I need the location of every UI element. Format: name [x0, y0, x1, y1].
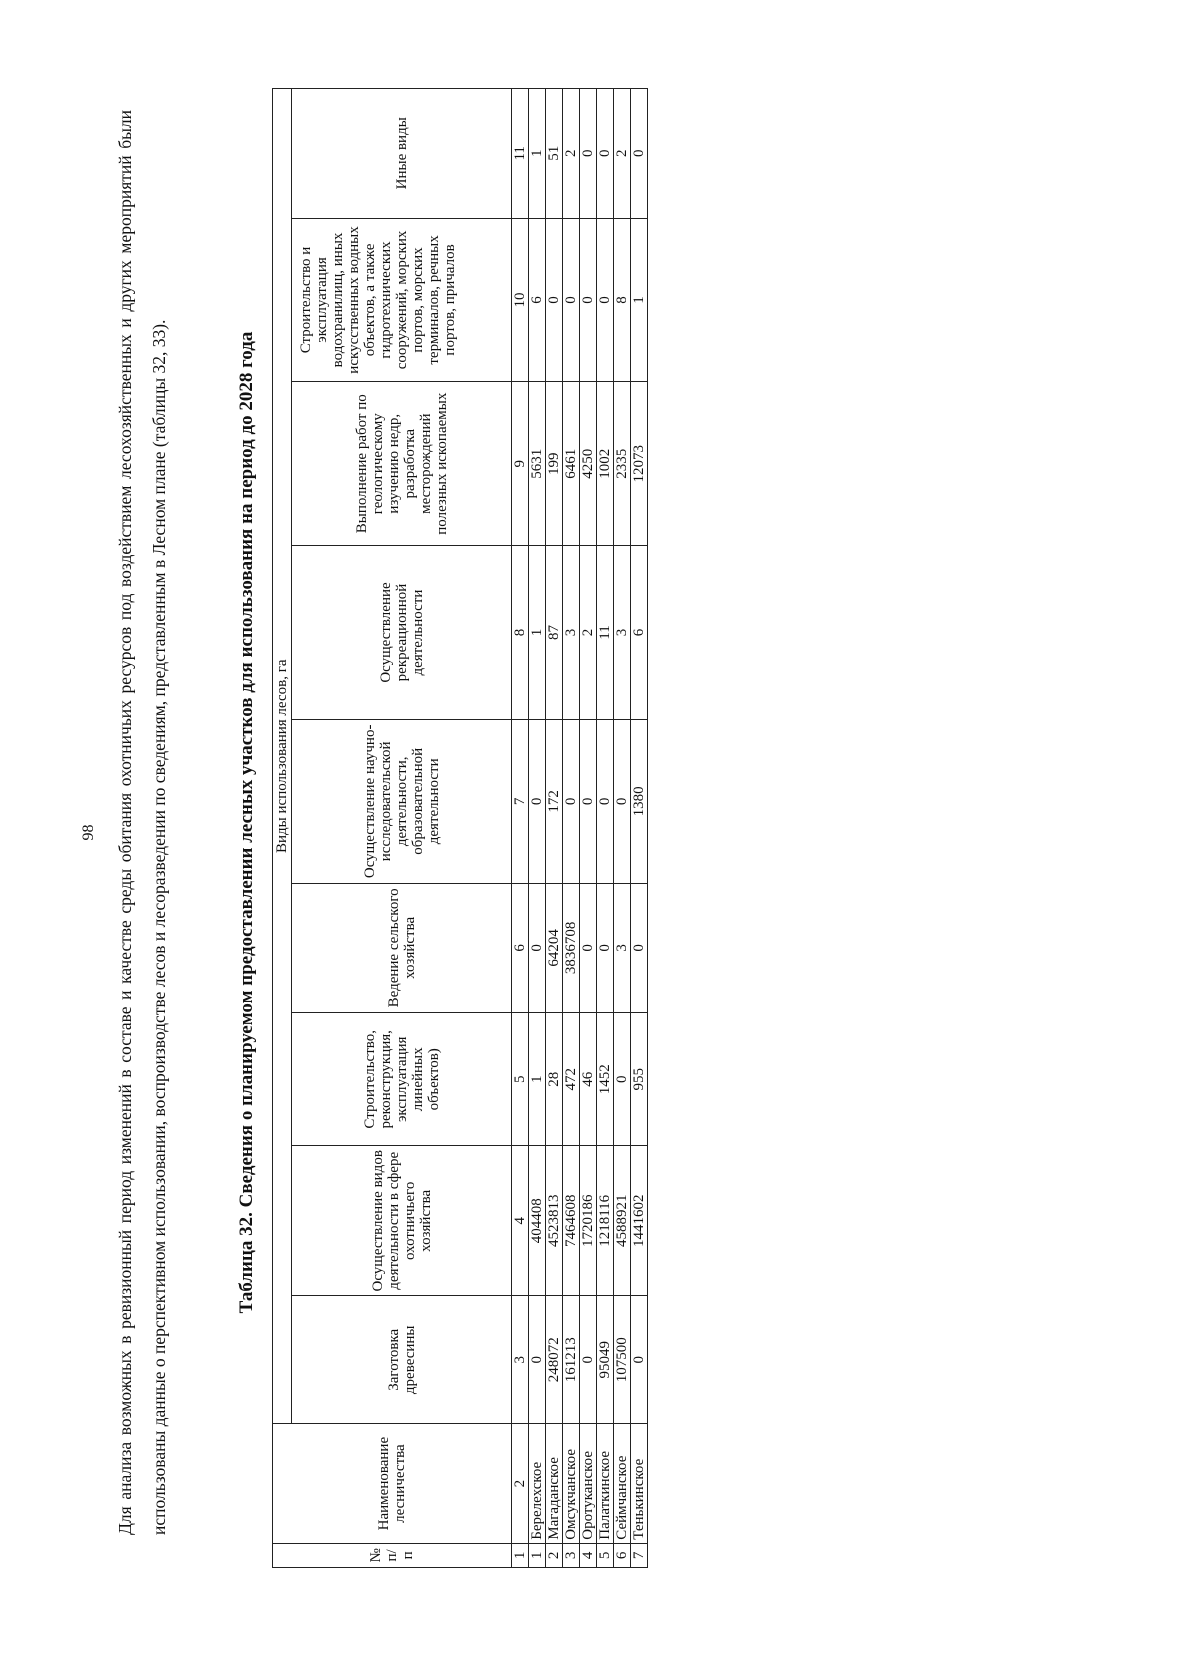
table-cell: 0 — [546, 218, 563, 382]
forestry-name: Магаданское — [546, 1424, 563, 1543]
row-number: 6 — [614, 1543, 631, 1567]
table-cell: 0 — [631, 883, 648, 1012]
header-group-forest-use: Виды использования лесов, га — [273, 89, 292, 1424]
column-number: 6 — [512, 883, 529, 1012]
table-cell: 0 — [529, 1296, 546, 1424]
header-linear-objects: Строительство, реконструкция, эксплуатация линейных объектов) — [292, 1013, 512, 1146]
table-cell: 95049 — [597, 1296, 614, 1424]
table-title: Таблица 32. Сведения о планируемом предоставлении лесных участков для использования на период до 2028 года — [236, 331, 257, 1314]
header-hunting-activities: Осуществление видов деятельности в сфере охотничьего хозяйства — [292, 1146, 512, 1296]
header-other-uses: Иные виды — [292, 89, 512, 219]
forestry-name: Тенькинское — [631, 1424, 648, 1543]
forestry-name: Омсукчанское — [563, 1424, 580, 1543]
table-cell: 0 — [529, 719, 546, 883]
table-cell: 161213 — [563, 1296, 580, 1424]
table-cell: 0 — [631, 89, 648, 219]
table-cell: 1 — [529, 546, 546, 720]
column-number: 10 — [512, 218, 529, 382]
table-cell: 2335 — [614, 382, 631, 546]
row-number: 1 — [529, 1543, 546, 1567]
table-cell: 1720186 — [580, 1146, 597, 1296]
table-cell: 0 — [614, 1013, 631, 1146]
forest-use-table — [272, 88, 648, 1568]
table-cell: 0 — [580, 218, 597, 382]
forestry-name: Оротуканское — [580, 1424, 597, 1543]
column-numbers-row — [512, 89, 529, 1568]
header-forestry-name: Наименование лесничества — [273, 1424, 512, 1543]
column-number: 4 — [512, 1146, 529, 1296]
table-cell: 107500 — [614, 1296, 631, 1424]
table-cell: 87 — [546, 546, 563, 720]
table-cell: 3 — [614, 546, 631, 720]
table-cell: 3 — [614, 883, 631, 1012]
table-cell: 0 — [597, 719, 614, 883]
table-cell: 955 — [631, 1013, 648, 1146]
row-number: 4 — [580, 1543, 597, 1567]
table-cell: 28 — [546, 1013, 563, 1146]
table-cell: 0 — [580, 883, 597, 1012]
column-number: 11 — [512, 89, 529, 219]
column-number: 7 — [512, 719, 529, 883]
table-cell: 0 — [580, 719, 597, 883]
table-cell: 1 — [631, 218, 648, 382]
table-row — [597, 89, 614, 1568]
row-number: 2 — [546, 1543, 563, 1567]
column-number: 1 — [512, 1543, 529, 1567]
table-cell: 64204 — [546, 883, 563, 1012]
table-row — [546, 89, 563, 1568]
forestry-name: Сеймчанское — [614, 1424, 631, 1543]
table-cell: 248072 — [546, 1296, 563, 1424]
table-row — [529, 89, 546, 1568]
header-timber-harvesting: Заготовка древесины — [292, 1296, 512, 1424]
table-cell: 1441602 — [631, 1146, 648, 1296]
table-cell: 6 — [529, 218, 546, 382]
table-cell: 2 — [614, 89, 631, 219]
column-number: 9 — [512, 382, 529, 546]
table-cell: 4523813 — [546, 1146, 563, 1296]
header-recreation: Осуществление рекреационной деятельности — [292, 546, 512, 720]
header-geology-mining: Выполнение работ по геологическому изучению недр, разработка месторождений полезных ископаемых — [292, 382, 512, 546]
table-cell: 0 — [563, 218, 580, 382]
table-cell: 1 — [529, 89, 546, 219]
table-cell: 2 — [580, 546, 597, 720]
column-number: 3 — [512, 1296, 529, 1424]
table-cell: 6 — [631, 546, 648, 720]
table-cell: 3836708 — [563, 883, 580, 1012]
intro-paragraph: Для анализа возможных в ревизионный период изменений в составе и качестве среды обитания охотничьих ресурсов под воздействием лесохозяйственных и других мероприятий были использованы данные о перспективном использовании, воспроизводстве лесов и лесоразведении по сведениям, представленным в Лесном плане (таблицы 32, 33). — [115, 110, 169, 1535]
table-cell: 5631 — [529, 382, 546, 546]
table-cell: 0 — [580, 1296, 597, 1424]
table-row — [563, 89, 580, 1568]
table-cell: 199 — [546, 382, 563, 546]
table-cell: 46 — [580, 1013, 597, 1146]
table-row — [580, 89, 597, 1568]
table-cell: 0 — [563, 719, 580, 883]
table-cell: 3 — [563, 546, 580, 720]
forestry-name: Берелехское — [529, 1424, 546, 1543]
table-cell: 0 — [597, 89, 614, 219]
header-number: № п/п — [273, 1543, 512, 1567]
column-number: 8 — [512, 546, 529, 720]
table-row — [631, 89, 648, 1568]
page-number: 98 — [80, 824, 97, 841]
table-cell: 4250 — [580, 382, 597, 546]
column-number: 5 — [512, 1013, 529, 1146]
table-cell: 0 — [597, 218, 614, 382]
table-cell: 0 — [597, 883, 614, 1012]
table-cell: 12073 — [631, 382, 648, 546]
table-cell: 0 — [529, 883, 546, 1012]
table-cell: 1218116 — [597, 1146, 614, 1296]
header-research-education: Осуществление научно-исследовательской деятельности, образовательной деятельности — [292, 719, 512, 883]
table-cell: 1452 — [597, 1013, 614, 1146]
table-cell: 404408 — [529, 1146, 546, 1296]
table-cell: 8 — [614, 218, 631, 382]
table-cell: 51 — [546, 89, 563, 219]
table-cell: 172 — [546, 719, 563, 883]
forestry-name: Палаткинское — [597, 1424, 614, 1543]
table-cell: 11 — [597, 546, 614, 720]
table-cell: 0 — [614, 719, 631, 883]
table-cell: 4588921 — [614, 1146, 631, 1296]
table-cell: 6461 — [563, 382, 580, 546]
table-cell: 7464608 — [563, 1146, 580, 1296]
column-number: 2 — [512, 1424, 529, 1543]
table-cell: 1380 — [631, 719, 648, 883]
table-cell: 472 — [563, 1013, 580, 1146]
table-row — [614, 89, 631, 1568]
row-number: 3 — [563, 1543, 580, 1567]
table-cell: 1002 — [597, 382, 614, 546]
table-cell: 0 — [631, 1296, 648, 1424]
table-cell: 0 — [580, 89, 597, 219]
header-agriculture: Ведение сельского хозяйства — [292, 883, 512, 1012]
header-water-objects: Строительство и эксплуатация водохранилищ, иных искусственных водных объектов, а также гидротехнических сооружений, морских портов, морских терминалов, речных портов, причалов — [292, 218, 512, 382]
table-cell: 1 — [529, 1013, 546, 1146]
row-number: 5 — [597, 1543, 614, 1567]
row-number: 7 — [631, 1543, 648, 1567]
table-cell: 2 — [563, 89, 580, 219]
